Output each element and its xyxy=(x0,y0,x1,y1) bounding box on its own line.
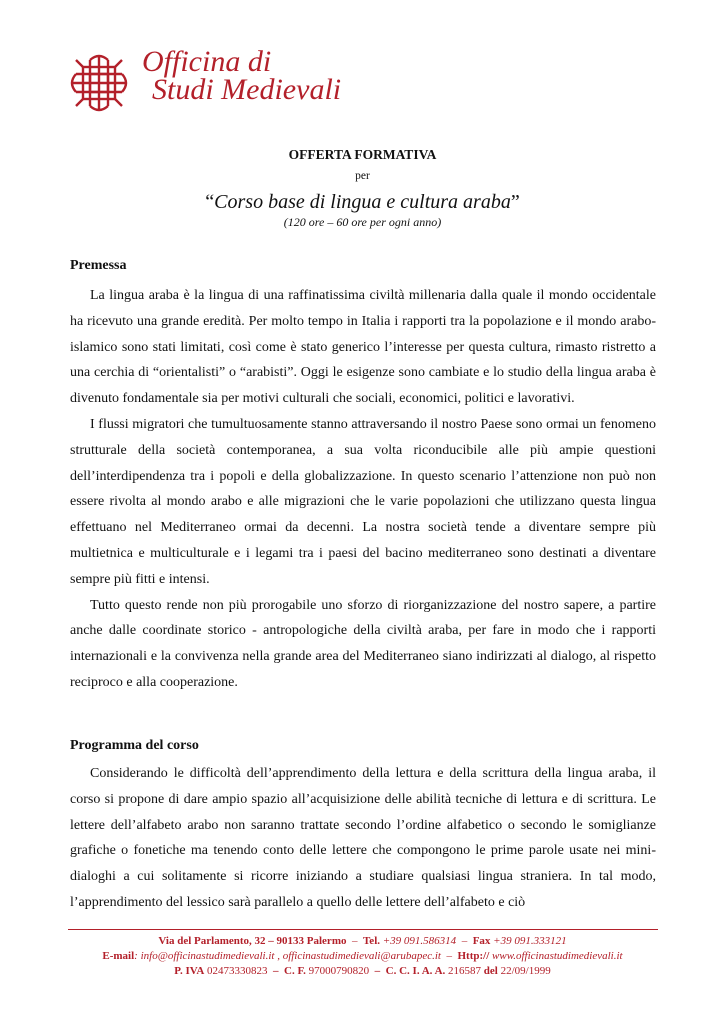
tel-label: Tel. xyxy=(362,935,380,947)
open-quote: “ xyxy=(205,191,215,213)
logo-wordmark xyxy=(142,45,342,106)
course-title xyxy=(0,191,725,214)
separator: – xyxy=(374,965,381,977)
email-colon: : xyxy=(134,950,138,962)
email-label: E-mail xyxy=(102,950,135,962)
logo xyxy=(68,45,388,116)
del-label: del xyxy=(483,965,498,977)
separator: – xyxy=(351,935,358,947)
premessa-body xyxy=(70,283,656,696)
tel-number: +39 091.586314 xyxy=(382,935,457,947)
piva-label: P. IVA xyxy=(174,965,205,977)
cf-value: 97000790820 xyxy=(308,965,370,977)
piva-value: 02473330823 xyxy=(207,965,268,977)
email-addresses[interactable]: info@officinastudimedievali.it , officinastudimedievali@arubapec.it xyxy=(140,950,441,962)
knot-emblem-icon xyxy=(68,52,130,114)
logo-line-1: Officina di xyxy=(142,45,272,78)
course-title-text: Corso base di lingua e cultura araba xyxy=(214,191,511,213)
section-title-programma: Programma del corso xyxy=(70,738,199,753)
cciaa-label: C. C. I. A. A. xyxy=(385,965,446,977)
separator: – xyxy=(461,935,468,947)
cciaa-date: 22/09/1999 xyxy=(500,965,551,977)
paragraph: La lingua araba è la lingua di una raffinatissima civiltà millenaria dalla quale il mondo occidentale ha ricevuto una grande eredità. Per molto tempo in Italia i rapporti tra la popolazione e il mondo arabo-islamico sono stati limitati, così come è stato generico l’interesse per questa cultura, rimasto ristretto a una cerchia di “orientalisti” o “arabisti”. Oggi le esigenze sono cambiate e lo studio della lingua araba è divenuto fondamentale sia per motivi culturali che sociali, economici, politici e lavorativi. xyxy=(70,288,656,407)
http-label: Http:// xyxy=(457,950,490,962)
footer-divider xyxy=(68,929,658,930)
document-heading: OFFERTA FORMATIVA xyxy=(288,147,437,162)
paragraph: Considerando le difficoltà dell’apprendimento della lettura e della scrittura della lingua araba, il corso si propone di dare ampio spazio all’acquisizione delle abilità tecniche di lettura e di scrittura. Le lettere dell’alfabeto arabo non saranno trattate secondo l’ordine alfabetico o secondo le somiglianze grafiche o fonetiche ma tenendo conto delle lettere che compongono le prime parole usate nei mini-dialoghi a cui solitamente si ricorre iniziando a studiare qualsiasi lingua straniera. In tal modo, l’apprendimento del lessico sarà parallelo a quello delle lettere dell’alfabeto e ciò xyxy=(70,766,656,910)
separator: – xyxy=(273,965,279,977)
fax-number: +39 091.333121 xyxy=(493,935,567,947)
footer-contacts xyxy=(0,934,725,949)
footer-address: Via del Parlamento, 32 – 90133 Palermo xyxy=(158,935,347,947)
heading-per: per xyxy=(355,170,370,182)
footer-web xyxy=(0,949,725,964)
website-link[interactable]: www.officinastudimedievali.it xyxy=(492,950,623,962)
section-title-premessa: Premessa xyxy=(70,258,127,273)
fax-label: Fax xyxy=(472,935,491,947)
separator: – xyxy=(446,950,452,962)
close-quote: ” xyxy=(510,191,520,213)
programma-body xyxy=(70,761,656,916)
paragraph: Tutto questo rende non più prorogabile uno sforzo di riorganizzazione del nostro sapere, a partire anche dalle coordinate storico - antropologiche della civiltà araba, per fare in modo che i rapporti internazionali e la convivenza nella grande area del Mediterraneo siano indirizzati al dialogo, al rispetto reciproco e alla cooperazione. xyxy=(70,597,656,690)
course-hours: (120 ore – 60 ore per ogni anno) xyxy=(283,215,442,229)
paragraph: I flussi migratori che tumultuosamente stanno attraversando il nostro Paese sono ormai un fenomeno strutturale della società contemporanea, a sua volta riconducibile alle più ampie questioni dell’interdipendenza tra i popoli e della globalizzazione. In questo scenario l’attenzione non può non essere rivolta al mondo arabo e alle migrazioni che le varie popolazioni che utilizzano questa lingua effettuano nel Mediterraneo ormai da decenni. La nostra società tende a diventare sempre più multietnica e multiculturale e i legami tra i paesi del bacino mediterraneo sono destinati a diventare sempre più fitti e intensi. xyxy=(70,416,656,587)
cf-label: C. F. xyxy=(284,965,306,977)
cciaa-value: 216587 xyxy=(448,965,482,977)
logo-line-2: Studi Medievali xyxy=(152,73,342,106)
footer-registry xyxy=(0,964,725,979)
